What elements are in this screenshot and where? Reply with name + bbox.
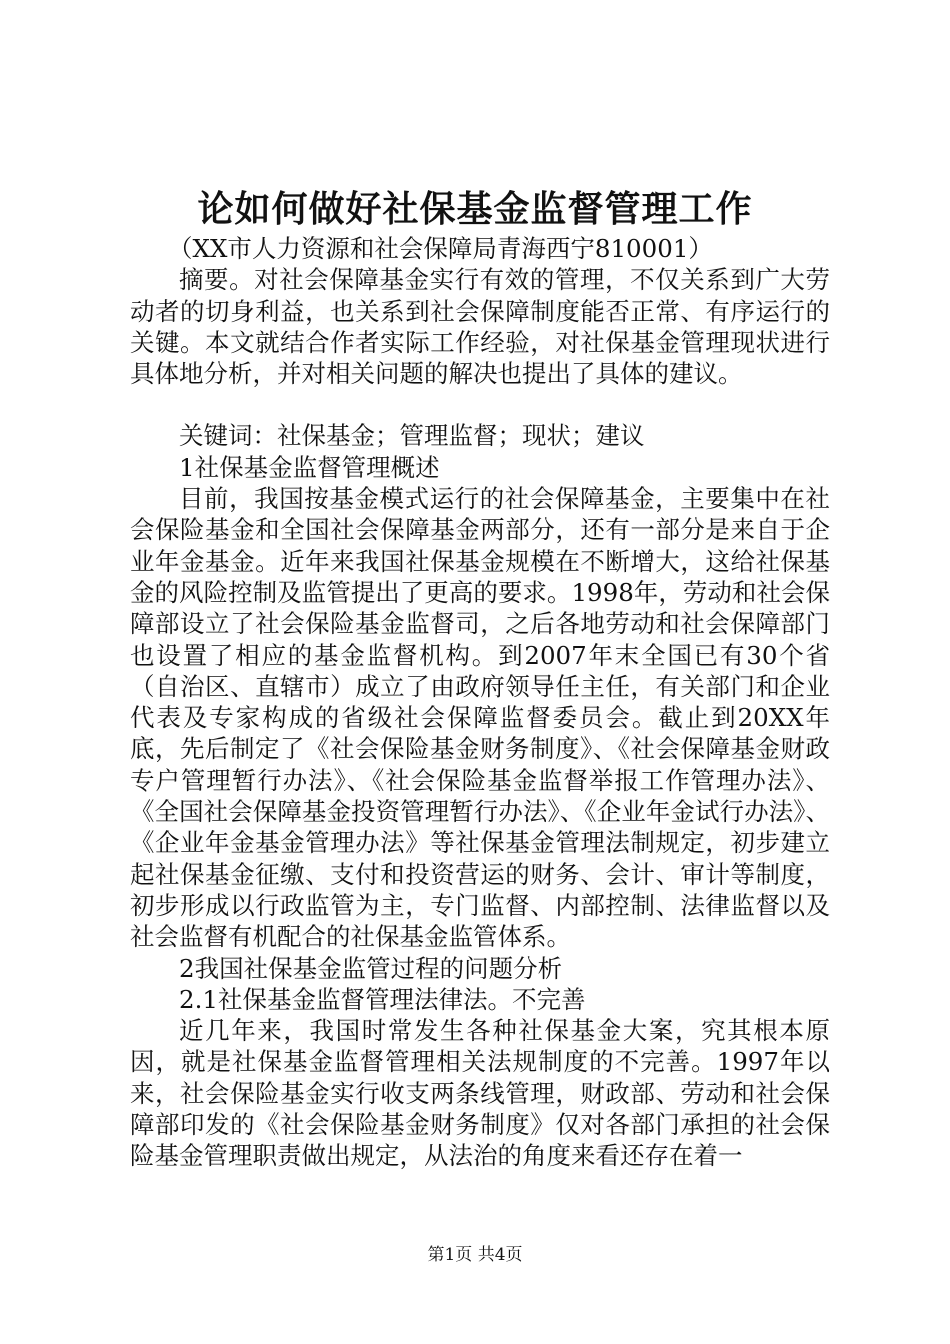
author-affiliation: （XX市人力资源和社会保障局青海西宁810001） [168, 234, 713, 263]
abstract-paragraph: 摘要。对社会保障基金实行有效的管理，不仅关系到广大劳动者的切身利益，也关系到社会保障制度能否正常、有序运行的关键。本文就结合作者实际工作经验，对社保基金管理现状进行具体地分析，并对相关问题的解决也提出了具体的建议。 [130, 265, 830, 389]
document-body [130, 233, 830, 1172]
subsection-2-1-paragraph: 近几年来，我国时常发生各种社保基金大案，究其根本原因，就是社保基金监督管理相关法规制度的不完善。1997年以来，社会保险基金实行收支两条线管理，财政部、劳动和社会保障部印发的《社会保险基金财务制度》仅对各部门承担的社会保险基金管理职责做出规定，从法治的角度来看还存在着一 [130, 1016, 830, 1171]
keywords-line: 关键词：社保基金；管理监督；现状；建议 [179, 421, 645, 451]
section-1-paragraph: 目前，我国按基金模式运行的社会保障基金，主要集中在社会保险基金和全国社会保障基金两部分，还有一部分是来自于企业年金基金。近年来我国社保基金规模在不断增大，这给社保基金的风险控制及监管提出了更高的要求。1998年，劳动和社会保障部设立了社会保险基金监督司，之后各地劳动和社会保障部门也设置了相应的基金监督机构。到2007年末全国已有30个省（自治区、直辖市）成立了由政府领导任主任，有关部门和企业代表及专家构成的省级社会保障监督委员会。截止到20XX年底，先后制定了《社会保险基金财务制度》、《社会保障基金财政专户管理暂行办法》、《社会保险基金监督举报工作管理办法》、《全国社会保障基金投资管理暂行办法》、《企业年金试行办法》、《企业年金基金管理办法》等社保基金管理法制规定，初步建立起社保基金征缴、支付和投资营运的财务、会计、审计等制度，初步形成以行政监管为主，专门监督、内部控制、法律监督以及社会监督有机配合的社保基金监管体系。 [130, 484, 830, 952]
section-heading-1: 1社保基金监督管理概述 [179, 452, 440, 482]
document-title: 论如何做好社保基金监督管理工作 [197, 188, 753, 230]
subsection-heading-2-1: 2.1社保基金监督管理法律法。不完善 [179, 984, 586, 1014]
paragraph-spacer [130, 389, 830, 420]
page-footer: 第1页 共4页 [427, 1245, 523, 1265]
section-heading-2: 2我国社保基金监管过程的问题分析 [179, 953, 563, 983]
